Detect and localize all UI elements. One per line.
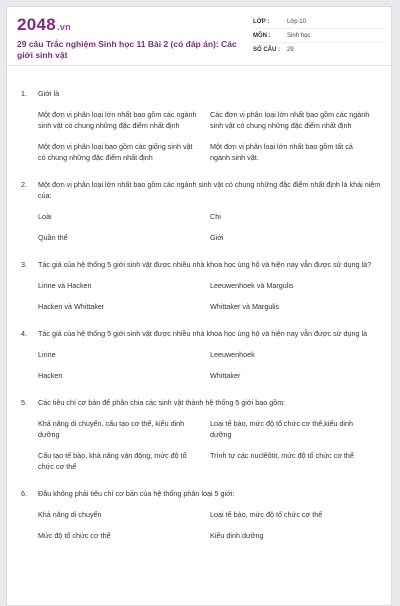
question-number: 5. <box>21 398 27 407</box>
meta-row-class <box>253 15 387 29</box>
meta-label: SỐ CÂU : <box>253 46 280 53</box>
answer-option[interactable]: Chi <box>210 212 221 221</box>
meta-label: LỚP : <box>253 18 270 25</box>
answer-option[interactable]: Các đơn vị phân loại lớn nhất bao gồm các ngành sinh vật có chung những đặc điểm nhất định <box>210 110 370 130</box>
question-number: 3. <box>21 260 27 269</box>
answer-option[interactable]: Leeuwenhoek và Margulis <box>210 281 294 290</box>
site-logo[interactable] <box>17 15 71 35</box>
question-text: Tác giả của hệ thống 5 giới sinh vật được nhiều nhà khoa học ủng hộ và hiện nay vẫn được sử dụng là? <box>38 260 372 269</box>
answer-option[interactable]: Khả năng di chuyển, cấu tạo cơ thể, kiểu dinh dưỡng <box>38 419 185 439</box>
answer-option[interactable]: Linne và Hacken <box>38 281 92 290</box>
answer-option[interactable]: Khả năng di chuyển <box>38 510 102 519</box>
meta-value: Lớp 10 <box>287 18 306 25</box>
logo-suffix: .vn <box>57 22 71 32</box>
question-number: 6. <box>21 489 27 498</box>
answer-option[interactable]: Một đơn vị phân loại lớn nhất bao gồm tất cả ngành sinh vật. <box>210 142 353 162</box>
answer-option[interactable]: Leeuwenhoek <box>210 350 255 359</box>
question-4 <box>21 328 381 381</box>
answer-option[interactable]: Loài <box>38 212 52 221</box>
answer-option[interactable]: Linne <box>38 350 56 359</box>
answer-option[interactable]: Kiểu dinh dưỡng <box>210 531 264 540</box>
question-list <box>7 66 391 541</box>
document-page <box>6 6 392 606</box>
question-text: Các tiêu chí cơ bản để phân chia các sinh vật thành hệ thống 5 giới bao gồm: <box>38 398 286 407</box>
document-title: 29 câu Trắc nghiệm Sinh học 11 Bài 2 (có đáp án): Các giới sinh vật <box>17 39 237 60</box>
answer-option[interactable]: Một đơn vị phân loại lớn nhất bao gồm các ngành sinh vật có chung những đặc điểm nhất định <box>38 110 197 130</box>
meta-table <box>253 15 387 56</box>
meta-label: MÔN : <box>253 32 271 39</box>
question-number: 4. <box>21 329 27 338</box>
question-5 <box>21 397 381 472</box>
answer-option[interactable]: Hacken và Whittaker <box>38 302 105 311</box>
answer-option[interactable]: Whittaker và Margulis <box>210 302 280 311</box>
answer-option[interactable]: Whittaker <box>210 371 241 380</box>
answer-option[interactable]: Trình tự các nuclêôtit, mức độ tổ chức cơ thể <box>210 451 354 460</box>
meta-row-subject <box>253 29 387 43</box>
question-text: Giới là <box>38 89 60 98</box>
answer-option[interactable]: Loại tế bào, mức độ tổ chức cơ thể,kiểu dinh dưỡng <box>210 419 353 439</box>
question-1 <box>21 88 381 163</box>
question-text: Đâu không phải tiêu chí cơ bản của hệ thống phân loại 5 giới: <box>38 489 235 498</box>
question-text: Một đơn vị phân loại lớn nhất bao gồm các ngành sinh vật có chung những đặc điểm nhất định là khái niệm của: <box>38 180 381 200</box>
question-number: 2. <box>21 180 27 189</box>
answer-option[interactable]: Mức độ tổ chức cơ thể <box>38 531 111 540</box>
meta-row-count <box>253 43 387 56</box>
question-2 <box>21 179 381 243</box>
question-3 <box>21 259 381 312</box>
answer-option[interactable]: Cấu tạo tế bào, khả năng vận động, mức độ tổ chức cơ thể <box>38 451 187 471</box>
answer-option[interactable]: Quần thể <box>38 233 68 242</box>
answer-option[interactable]: Loại tế bào, mức độ tổ chức cơ thể <box>210 510 323 519</box>
logo-text: 2048 <box>17 15 57 34</box>
meta-value: Sinh học <box>287 32 311 39</box>
question-6 <box>21 488 381 541</box>
answer-option[interactable]: Một đơn vị phân loại bao gồm các giống sinh vật có chung những đặc điểm nhất định <box>38 142 193 162</box>
meta-value: 29 <box>287 46 294 53</box>
answer-option[interactable]: Giới <box>210 233 224 242</box>
question-number: 1. <box>21 89 27 98</box>
document-header <box>7 7 391 66</box>
question-text: Tác giả của hệ thống 5 giới sinh vật được nhiều nhà khoa học ủng hộ và hiện nay vẫn được sử dụng là <box>38 329 368 338</box>
answer-option[interactable]: Hacken <box>38 371 63 380</box>
